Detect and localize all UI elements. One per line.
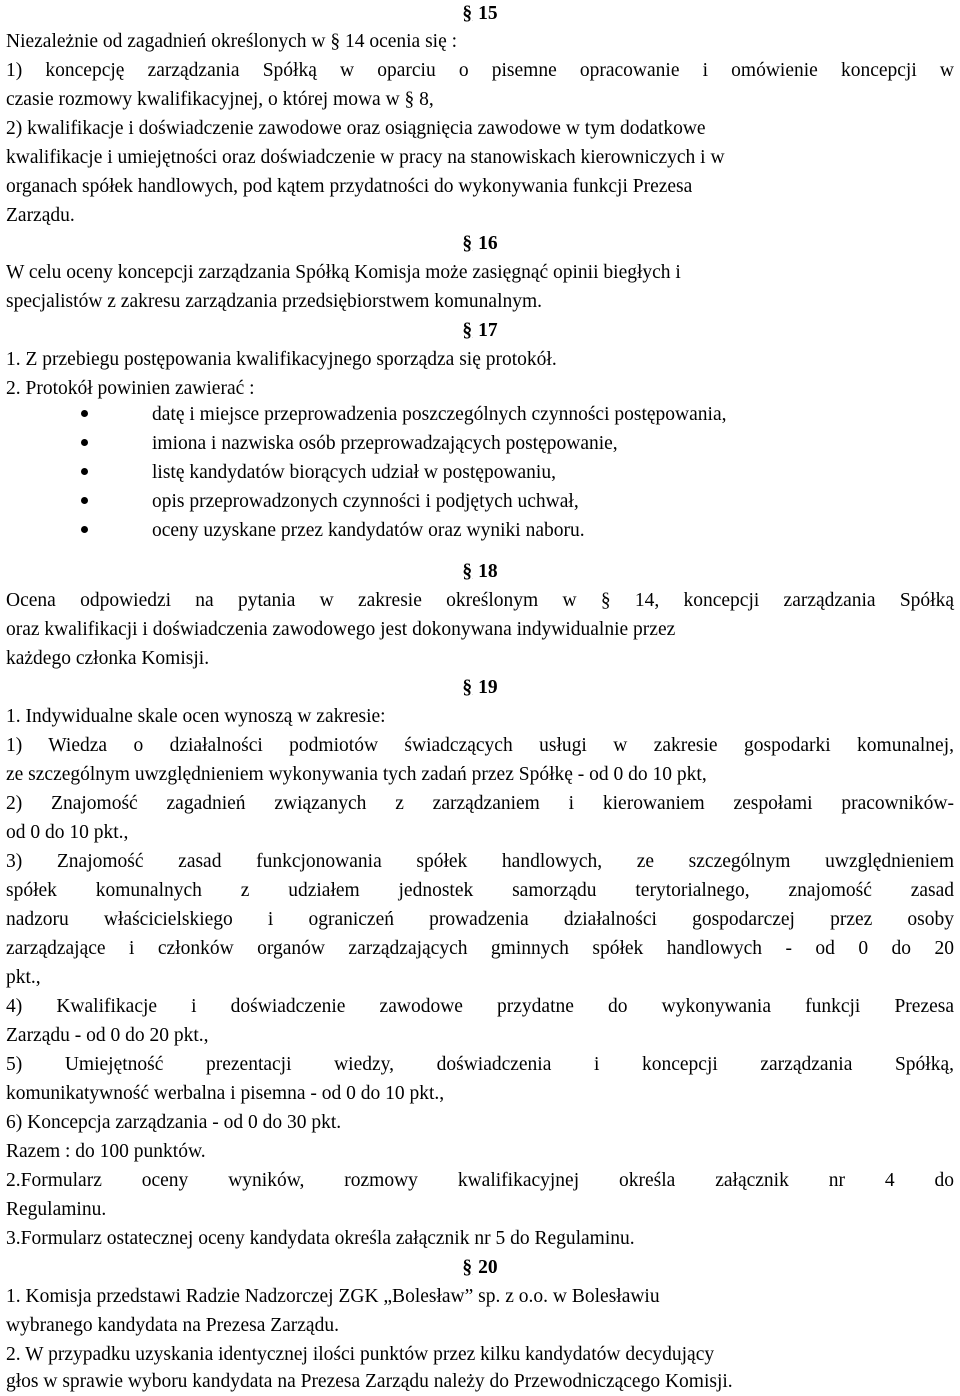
paragraph-line: 4) Kwalifikacje i doświadczenie zawodowe przydatne do wykonywania funkcji Prezesa [6, 996, 954, 1017]
paragraph-line: 6) Koncepcja zarządzania - od 0 do 30 pkt. [6, 1112, 342, 1133]
paragraph-line: komunikatywność werbalna i pisemna - od 0 do 10 pkt., [6, 1083, 445, 1104]
paragraph-line: Niezależnie od zagadnień określonych w § 14 ocenia się : [6, 31, 458, 52]
section-number: 16 [478, 233, 498, 254]
paragraph-line: 1) Wiedza o działalności podmiotów świadczących usługi w zakresie gospodarki komunalnej, [6, 735, 954, 756]
paragraph-line: 1. Komisja przedstawi Radzie Nadzorczej ZGK „Bolesław” sp. z o.o. w Bolesławiu [6, 1286, 660, 1307]
paragraph-line: 2.Formularz oceny wyników, rozmowy kwalifikacyjnej określa załącznik nr 4 do [6, 1170, 954, 1191]
paragraph-line: spółek komunalnych z udziałem jednostek samorządu terytorialnego, znajomość zasad [6, 880, 954, 901]
paragraph-line: 3) Znajomość zasad funkcjonowania spółek handlowych, ze szczególnym uwzględnieniem [6, 851, 954, 872]
section-number: 15 [478, 3, 498, 24]
paragraph-line: 5) Umiejętność prezentacji wiedzy, doświadczenia i koncepcji zarządzania Spółką, [6, 1054, 954, 1075]
bullet-dot-icon [81, 497, 88, 504]
paragraph-line: 2. Protokół powinien zawierać : [6, 378, 255, 399]
section-sign: § [462, 320, 473, 341]
section-sign: § [462, 233, 473, 254]
paragraph-line: 1. Indywidualne skale ocen wynoszą w zakresie: [6, 706, 386, 727]
paragraph-line: nadzoru właścicielskiego i ograniczeń prowadzenia działalności gospodarczej przez osoby [6, 909, 954, 930]
paragraph-line: Regulaminu. [6, 1199, 107, 1220]
section-sign: § [462, 3, 473, 24]
section-heading-19 [0, 673, 960, 702]
paragraph-line: każdego członka Komisji. [6, 648, 210, 669]
section-heading-15 [0, 0, 960, 28]
paragraph-line: Razem : do 100 punktów. [6, 1141, 206, 1162]
section-heading-20 [0, 1253, 960, 1282]
section-number: 19 [478, 677, 498, 698]
paragraph-line: organach spółek handlowych, pod kątem przydatności do wykonywania funkcji Prezesa [6, 176, 693, 197]
bullet-text: imiona i nazwiska osób przeprowadzających postępowanie, [152, 433, 618, 454]
paragraph-line: W celu oceny koncepcji zarządzania Spółką Komisja może zasięgnąć opinii biegłych i [6, 262, 681, 283]
bullet-text: oceny uzyskane przez kandydatów oraz wyniki naboru. [152, 520, 585, 541]
paragraph-line: kwalifikacje i umiejętności oraz doświadczenie w pracy na stanowiskach kierowniczych i w [6, 147, 725, 168]
paragraph-line: ze szczególnym uwzględnieniem wykonywania tych zadań przez Spółkę - od 0 do 10 pkt, [6, 764, 707, 785]
paragraph-line: oraz kwalifikacji i doświadczenia zawodowego jest dokonywana indywidualnie przez [6, 619, 676, 640]
section-sign: § [462, 1257, 473, 1278]
paragraph-line: Zarządu. [6, 205, 75, 226]
paragraph-line: wybranego kandydata na Prezesa Zarządu. [6, 1315, 339, 1336]
section-heading-16 [0, 229, 960, 258]
bullet-dot-icon [81, 439, 88, 446]
paragraph-line: 1. Z przebiegu postępowania kwalifikacyjnego sporządza się protokół. [6, 349, 557, 370]
paragraph-line: czasie rozmowy kwalifikacyjnej, o której mowa w § 8, [6, 89, 434, 110]
bullet-dot-icon [81, 410, 88, 417]
bullet-text: datę i miejsce przeprowadzenia poszczególnych czynności postępowania, [152, 404, 727, 425]
bullet-dot-icon [81, 468, 88, 475]
bullet-dot-icon [81, 526, 88, 533]
paragraph-line: Zarządu - od 0 do 20 pkt., [6, 1025, 209, 1046]
paragraph-line: od 0 do 10 pkt., [6, 822, 129, 843]
section-number: 20 [478, 1257, 498, 1278]
paragraph-line: 2) Znajomość zagadnień związanych z zarządzaniem i kierowaniem zespołami pracowników- [6, 793, 954, 814]
section-number: 17 [478, 320, 498, 341]
section-number: 18 [478, 561, 498, 582]
bullet-text: listę kandydatów biorących udział w postępowaniu, [152, 462, 556, 483]
section-sign: § [462, 561, 473, 582]
paragraph-line: 2. W przypadku uzyskania identycznej ilości punktów przez kilku kandydatów decydujący [6, 1344, 715, 1365]
section-sign: § [462, 677, 473, 698]
paragraph-line: 2) kwalifikacje i doświadczenie zawodowe oraz osiągnięcia zawodowe w tym dodatkowe [6, 118, 706, 139]
paragraph-line: specjalistów z zakresu zarządzania przedsiębiorstwem komunalnym. [6, 291, 543, 312]
paragraph-line: głos w sprawie wyboru kandydata na Prezesa Zarządu należy do Przewodniczącego Komisji. [6, 1371, 733, 1392]
section-heading-17 [0, 316, 960, 345]
section-heading-18 [0, 557, 960, 586]
paragraph-line: pkt., [6, 967, 41, 988]
paragraph-line: zarządzające i członków organów zarządzających gminnych spółek handlowych - od 0 do 20 [6, 938, 954, 959]
paragraph-line: Ocena odpowiedzi na pytania w zakresie określonym w § 14, koncepcji zarządzania Spółką [6, 590, 954, 611]
paragraph-line: 3.Formularz ostatecznej oceny kandydata określa załącznik nr 5 do Regulaminu. [6, 1228, 635, 1249]
paragraph-line: 1) koncepcję zarządzania Spółką w oparciu o pisemne opracowanie i omówienie koncepcji w [6, 60, 954, 81]
bullet-text: opis przeprowadzonych czynności i podjętych uchwał, [152, 491, 579, 512]
